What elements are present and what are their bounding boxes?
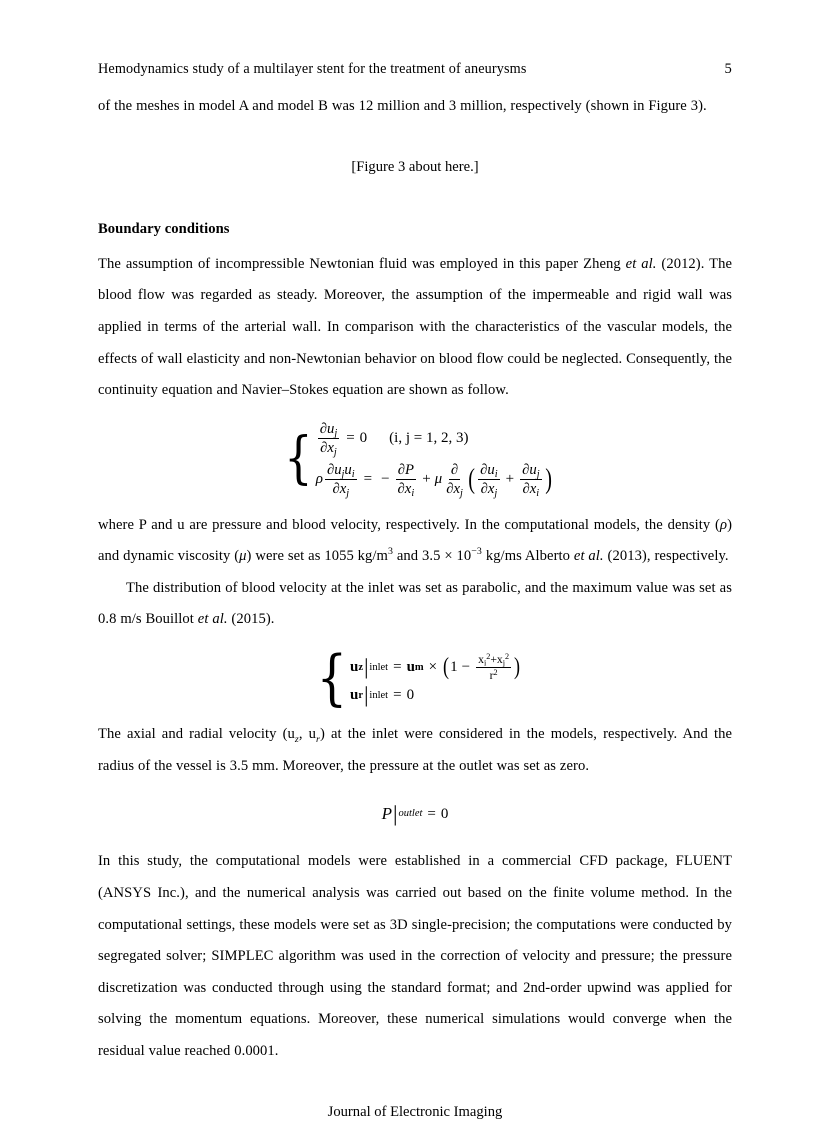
numerator-subscript: i — [494, 468, 498, 480]
numerator-subscript: j — [334, 427, 338, 439]
paragraph-study — [98, 846, 732, 1067]
paren-close-glyph: ) — [514, 654, 521, 681]
numerator-symbol: ∂u — [319, 420, 335, 437]
axial-velocity-symbol: u — [350, 659, 359, 676]
index-condition: (i, j = 1, 2, 3) — [389, 430, 469, 447]
denominator-subscript: j — [494, 487, 498, 499]
numerator-x2: x — [496, 652, 503, 666]
paragraph-assumption — [98, 249, 732, 407]
equation-navier-stokes — [98, 421, 732, 498]
paragraph-distribution-text-2: (2015). — [227, 611, 275, 628]
denominator-radius: r — [489, 669, 494, 683]
numerator-symbol: ∂ — [450, 461, 459, 478]
running-head-title: Hemodynamics study of a multilayer stent for the treatment of aneurysms — [98, 61, 527, 77]
paren-close-glyph: ) — [544, 463, 552, 495]
paren-open-glyph: ( — [443, 654, 450, 681]
citation-etal-bouillot: et al. — [197, 611, 228, 628]
denominator-symbol: ∂x — [397, 481, 412, 498]
radial-velocity-symbol: u — [350, 687, 359, 704]
constant-one: 1 — [450, 659, 458, 676]
paren-open-glyph: ( — [468, 463, 475, 495]
numerator-symbol: ∂u — [326, 461, 342, 478]
numerator-plus: + — [490, 652, 497, 666]
equation-navier-stokes-rows — [316, 421, 553, 498]
numerator-x1-exponent: 2 — [486, 651, 491, 661]
citation-etal-zheng: et al. — [625, 255, 657, 272]
equals-sign: = — [346, 430, 355, 447]
page-number: 5 — [724, 61, 732, 77]
fraction-pressure-gradient — [396, 462, 417, 498]
fraction-numerator — [449, 462, 460, 480]
paragraph-axial-text-1: The axial and radial velocity (u — [98, 726, 295, 743]
equation-inlet-rows — [350, 651, 521, 706]
paragraph-axial-radial — [98, 719, 732, 782]
pressure-symbol: P — [381, 804, 392, 824]
viscosity-exponent: −3 — [471, 546, 482, 558]
fraction-denominator — [479, 480, 500, 497]
denominator-subscript: i — [411, 487, 415, 499]
numerator-symbol: ∂u — [480, 461, 495, 478]
minus-sign: − — [381, 471, 390, 488]
paragraph-where-text-1: where P and u are pressure and blood velocity, respectively. In the computational models, the density ( — [98, 516, 720, 533]
figure-placement-note — [98, 152, 732, 184]
numerator-symbol-2: u — [344, 461, 352, 478]
paragraph-where-text-4: and 3.5 × 10 — [393, 548, 472, 565]
equation-outlet-pressure — [98, 801, 732, 827]
numerator-symbol: ∂P — [397, 461, 414, 478]
paragraph-continued-text: of the meshes in model A and model B was 12 million and 3 million, respectively (shown in Figure 3). — [98, 98, 707, 114]
section-heading-boundary-conditions — [98, 183, 732, 249]
evaluation-bar-glyph: | — [364, 654, 369, 679]
fraction-strain-term-1 — [478, 462, 499, 498]
numerator-x1: x — [478, 652, 484, 666]
equation-inlet-group — [309, 642, 521, 713]
numerator-symbol: ∂u — [522, 461, 537, 478]
paragraph-study-text: In this study, the computational models were established in a commercial CFD package, FLUENT (ANSYS Inc.), and the numerical analysis was carried out based on the finite volume method. In the computational settings, these models were set as 3D single-precision; the computations were conducted by segregated solver; SIMPLEC algorithm was used in the correction of velocity and pressure; the pressure discretization was conducted through using the standard format; and 2nd-order upwind was applied for solving the momentum equations. Moreover, these numerical simulations would converge when the residual value reached 0.0001. — [98, 853, 732, 1059]
fraction-viscous-operator — [444, 462, 465, 498]
evaluation-bar-glyph: | — [364, 682, 369, 707]
denominator-subscript: i — [536, 487, 540, 499]
plus-sign: + — [422, 471, 431, 488]
numerator-x2-subscript: j — [502, 658, 506, 668]
continuity-rhs: 0 — [359, 430, 368, 447]
equation-radial-velocity-row: u r | inlet = 0 — [350, 682, 415, 707]
left-brace-glyph: { — [316, 642, 348, 713]
fraction-radial-ratio — [476, 653, 511, 682]
fraction-strain-term-2 — [520, 462, 541, 498]
paragraph-where-text-3: ) were set as 1055 kg/m — [246, 548, 388, 565]
fraction-numerator — [478, 462, 499, 480]
paragraph-where-text-2: ) and dynamic viscosity ( — [98, 516, 732, 565]
equation-continuity-row — [316, 421, 553, 457]
paragraph-axial-text-2: , u — [298, 726, 317, 743]
fraction-numerator — [318, 421, 339, 439]
inner-plus-sign: + — [505, 471, 515, 488]
equals-sign: = — [427, 805, 436, 822]
paragraph-distribution-text-1: The distribution of blood velocity at the inlet was set as parabolic, and the maximum value was set as 0.8 m/s Bouillot — [98, 579, 732, 628]
fraction-du-dx — [318, 421, 339, 457]
axial-subscript-z: z — [294, 734, 299, 746]
running-head — [98, 0, 732, 78]
denominator-subscript: j — [333, 447, 337, 459]
numerator-subscript-2: i — [351, 468, 355, 480]
equals-sign: = — [363, 471, 373, 488]
equation-outlet-row: P | outlet = 0 — [381, 801, 449, 827]
fraction-denominator — [396, 480, 417, 497]
symbol-rho: ρ — [719, 516, 728, 533]
paragraph-where-text-5: kg/ms Alberto — [481, 548, 574, 565]
max-velocity-symbol: u — [406, 659, 415, 676]
fraction-convective-term — [325, 462, 357, 498]
denominator-symbol: ∂x — [320, 440, 334, 457]
times-sign: × — [428, 659, 438, 676]
left-brace-glyph: { — [284, 426, 313, 492]
paragraph-where-text-6: (2013), respectively. — [603, 548, 729, 565]
outlet-pressure-value: 0 — [440, 805, 449, 822]
fraction-numerator — [520, 462, 541, 480]
paragraph-axial-text-3: ) at the inlet were considered in the models, respectively. And the radius of the vessel is 3.5 mm. Moreover, the pressure at the outlet was set as zero. — [98, 726, 732, 774]
denominator-subscript: j — [346, 487, 350, 499]
radial-subscript-r: r — [316, 734, 320, 746]
fraction-numerator — [476, 653, 511, 668]
equals-sign: = — [393, 687, 402, 704]
fraction-numerator — [396, 462, 416, 480]
page-content — [98, 0, 732, 1129]
paragraph-assumption-text-1: The assumption of incompressible Newtonian fluid was employed in this paper Zheng — [98, 255, 626, 272]
fraction-denominator — [521, 480, 542, 497]
fraction-denominator — [318, 439, 339, 459]
paragraph-distribution — [98, 573, 732, 636]
numerator-subscript: j — [536, 468, 540, 480]
symbol-mu: μ — [239, 548, 247, 565]
paragraph-continued — [98, 91, 732, 123]
denominator-exponent: 2 — [493, 667, 498, 677]
denominator-subscript: j — [459, 487, 463, 499]
denominator-symbol: ∂x — [446, 481, 460, 498]
denominator-symbol: ∂x — [480, 481, 495, 498]
numerator-subscript-1: j — [341, 468, 345, 480]
density-unit-exponent: 3 — [387, 546, 393, 558]
fraction-denominator — [488, 668, 500, 682]
denominator-symbol: ∂x — [522, 481, 537, 498]
equation-momentum-row — [316, 462, 553, 498]
evaluation-bar-glyph: | — [392, 801, 398, 827]
equation-inlet-velocity — [98, 642, 732, 713]
figure-placement-note-text: [Figure 3 about here.] — [351, 158, 479, 175]
fraction-denominator — [444, 480, 465, 497]
citation-etal-alberto: et al. — [573, 548, 604, 565]
paragraph-where — [98, 510, 732, 573]
section-heading-text: Boundary conditions — [98, 221, 230, 238]
viscosity-symbol: μ — [434, 471, 443, 488]
page-footer — [98, 1097, 732, 1129]
paragraph-assumption-text-2: (2012). The blood flow was regarded as steady. Moreover, the assumption of the impermeable and rigid wall was applied in terms of the arterial wall. In comparison with the characteristics of the vascular models, the effects of wall elasticity and non-Newtonian behavior on blood flow could be neglected. Consequently, the continuity equation and Navier–Stokes equation are shown as follow. — [98, 255, 733, 399]
equals-sign: = — [393, 659, 402, 676]
equation-axial-velocity-row: u z | inlet = u m × ( 1 − $\frac{xi^2+xj^2}{r^2}$ ) — [350, 651, 521, 683]
radial-velocity-value: 0 — [406, 687, 415, 704]
numerator-x1-subscript: i — [483, 658, 487, 668]
numerator-x2-exponent: 2 — [505, 651, 510, 661]
denominator-symbol: ∂x — [332, 481, 347, 498]
fraction-numerator — [325, 462, 357, 480]
density-symbol: ρ — [315, 471, 323, 488]
minus-sign: − — [461, 659, 471, 676]
equation-navier-stokes-group — [277, 421, 553, 498]
journal-name: Journal of Electronic Imaging — [327, 1104, 503, 1121]
fraction-denominator — [330, 480, 351, 497]
